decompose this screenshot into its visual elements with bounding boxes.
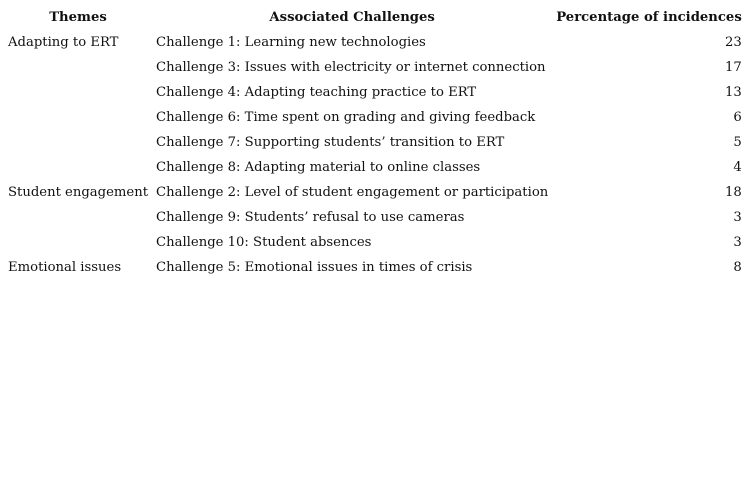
percentage-cell: 6: [733, 110, 742, 125]
theme-cell: Emotional issues: [8, 260, 122, 275]
table-row: [4, 80, 746, 105]
challenge-cell: Challenge 9: Students’ refusal to use cameras: [156, 210, 465, 225]
challenge-cell: Challenge 4: Adapting teaching practice to ERT: [156, 85, 477, 100]
theme-cell: [4, 130, 152, 155]
theme-cell: [4, 80, 152, 105]
percentage-cell: 17: [724, 60, 742, 75]
theme-cell: Adapting to ERT: [8, 35, 119, 50]
percentage-cell: 3: [733, 210, 742, 225]
percentage-cell: 13: [724, 85, 742, 100]
table-body: [4, 30, 746, 280]
table-row: [4, 255, 746, 280]
theme-cell: [4, 105, 152, 130]
header-row: [4, 4, 746, 30]
challenge-cell: Challenge 1: Learning new technologies: [156, 35, 426, 50]
table-row: [4, 105, 746, 130]
challenge-cell: Challenge 6: Time spent on grading and giving feedback: [156, 110, 536, 125]
theme-cell: [4, 155, 152, 180]
theme-cell: [4, 230, 152, 255]
challenge-cell: Challenge 7: Supporting students’ transition to ERT: [156, 135, 505, 150]
table-row: [4, 205, 746, 230]
challenge-cell: Challenge 8: Adapting material to online classes: [156, 160, 481, 175]
percentage-cell: 23: [724, 35, 742, 50]
percentage-cell: 5: [733, 135, 742, 150]
challenge-cell: Challenge 3: Issues with electricity or internet connection: [156, 60, 546, 75]
challenges-table: [4, 4, 746, 280]
header-themes: Themes: [49, 9, 107, 25]
table-row: [4, 130, 746, 155]
theme-cell: [4, 55, 152, 80]
table-header: [4, 4, 746, 30]
percentage-cell: 8: [733, 260, 742, 275]
challenge-cell: Challenge 5: Emotional issues in times of crisis: [156, 260, 473, 275]
theme-cell: Student engagement: [8, 185, 149, 200]
header-percentage-of-incidences: Percentage of incidences: [556, 9, 742, 25]
table-row: [4, 230, 746, 255]
percentage-cell: 3: [733, 235, 742, 250]
table-row: [4, 180, 746, 205]
theme-cell: [4, 205, 152, 230]
percentage-cell: 4: [733, 160, 742, 175]
table-row: [4, 55, 746, 80]
challenge-cell: Challenge 10: Student absences: [156, 235, 372, 250]
header-associated-challenges: Associated Challenges: [269, 9, 435, 25]
challenge-cell: Challenge 2: Level of student engagement or participation: [156, 185, 549, 200]
table-row: [4, 30, 746, 55]
table-row: [4, 155, 746, 180]
percentage-cell: 18: [724, 185, 742, 200]
